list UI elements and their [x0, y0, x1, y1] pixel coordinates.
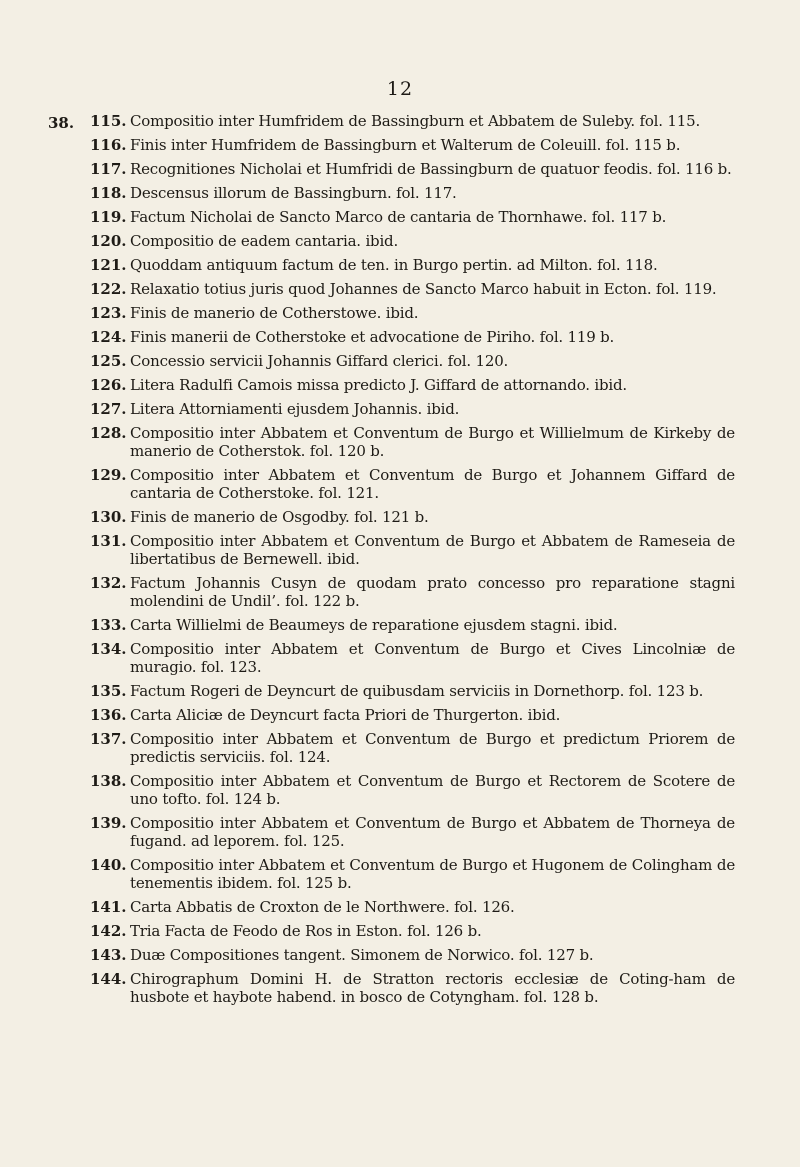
entry-number: 138. — [90, 772, 127, 790]
entry-text: Quoddam antiquum factum de ten. in Burgo pertin. ad Milton. fol. 118. — [130, 256, 658, 274]
index-entry — [90, 730, 735, 766]
index-entry — [90, 400, 735, 418]
section-number: 38. — [48, 114, 75, 132]
page-number: 12 — [386, 78, 414, 100]
entry-number: 118. — [90, 184, 127, 202]
index-entry — [90, 922, 735, 940]
entry-number: 129. — [90, 466, 127, 484]
entry-text: Compositio inter Abbatem et Conventum de Burgo et Rectorem de Scotere de uno tofto. fol. 124 b. — [130, 772, 735, 808]
entry-text: Finis manerii de Cotherstoke et advocatione de Piriho. fol. 119 b. — [130, 328, 615, 346]
entry-text: Compositio inter Abbatem et Conventum de Burgo et Cives Lincolniæ de muragio. fol. 123. — [130, 640, 735, 676]
entry-text: Carta Abbatis de Croxton de le Northwere. fol. 126. — [130, 898, 515, 916]
entry-text: Descensus illorum de Bassingburn. fol. 117. — [130, 184, 457, 202]
entry-text: Chirographum Domini H. de Stratton rectoris ecclesiæ de Coting-ham de husbote et haybote habend. in bosco de Cotyngham. fol. 128 b. — [130, 970, 735, 1006]
index-entry — [90, 112, 735, 130]
entry-text: Compositio inter Abbatem et Conventum de Burgo et Abbatem de Rameseia de libertatibus de Bernewell. ibid. — [130, 532, 735, 568]
entry-text: Recognitiones Nicholai et Humfridi de Bassingburn de quatuor feodis. fol. 116 b. — [130, 160, 732, 178]
index-entry — [90, 466, 735, 502]
entry-number: 137. — [90, 730, 127, 748]
entry-number: 128. — [90, 424, 127, 442]
entry-number: 127. — [90, 400, 127, 418]
index-entry — [90, 232, 735, 250]
entry-text: Compositio inter Abbatem et Conventum de Burgo et Abbatem de Thorneya de fugand. ad leporem. fol. 125. — [130, 814, 735, 850]
entry-number: 142. — [90, 922, 127, 940]
index-entry — [90, 970, 735, 1006]
index-entry — [90, 184, 735, 202]
entry-number: 144. — [90, 970, 127, 988]
index-entry — [90, 328, 735, 346]
index-entry — [90, 682, 735, 700]
entry-number: 132. — [90, 574, 127, 592]
entry-number: 117. — [90, 160, 127, 178]
entry-text: Compositio inter Abbatem et Conventum de Burgo et Johannem Giffard de cantaria de Cotherstoke. fol. 121. — [130, 466, 735, 502]
entry-text: Factum Rogeri de Deyncurt de quibusdam serviciis in Dornethorp. fol. 123 b. — [130, 682, 704, 700]
entry-text: Concessio servicii Johannis Giffard clerici. fol. 120. — [130, 352, 509, 370]
entry-text: Compositio inter Abbatem et Conventum de Burgo et Willielmum de Kirkeby de manerio de Cotherstok. fol. 120 b. — [130, 424, 735, 460]
index-entry — [90, 304, 735, 322]
entry-text: Litera Radulfi Camois missa predicto J. Giffard de attornando. ibid. — [130, 376, 627, 394]
entry-text: Compositio inter Abbatem et Conventum de Burgo et Hugonem de Colingham de tenementis ibidem. fol. 125 b. — [130, 856, 735, 892]
index-entry — [90, 946, 735, 964]
entry-number: 122. — [90, 280, 127, 298]
entry-number: 134. — [90, 640, 127, 658]
entry-text: Finis de manerio de Cotherstowe. ibid. — [130, 304, 419, 322]
index-entry — [90, 574, 735, 610]
index-entry — [90, 706, 735, 724]
entry-number: 123. — [90, 304, 127, 322]
index-entry — [90, 640, 735, 676]
entry-number: 133. — [90, 616, 127, 634]
entry-number: 136. — [90, 706, 127, 724]
entry-number: 121. — [90, 256, 127, 274]
index-entry — [90, 508, 735, 526]
index-entry — [90, 814, 735, 850]
entry-number: 115. — [90, 112, 127, 130]
index-entry — [90, 424, 735, 460]
index-entry — [90, 352, 735, 370]
entry-number: 143. — [90, 946, 127, 964]
index-entry — [90, 616, 735, 634]
entry-text: Carta Aliciæ de Deyncurt facta Priori de Thurgerton. ibid. — [130, 706, 561, 724]
entry-number: 124. — [90, 328, 127, 346]
entry-number: 140. — [90, 856, 127, 874]
entry-number: 126. — [90, 376, 127, 394]
index-entry — [90, 208, 735, 226]
entry-number: 141. — [90, 898, 127, 916]
entry-text: Compositio de eadem cantaria. ibid. — [130, 232, 399, 250]
index-entry — [90, 898, 735, 916]
entry-number: 119. — [90, 208, 127, 226]
entry-number: 139. — [90, 814, 127, 832]
entry-text: Relaxatio totius juris quod Johannes de Sancto Marco habuit in Ecton. fol. 119. — [130, 280, 717, 298]
entry-text: Tria Facta de Feodo de Ros in Eston. fol. 126 b. — [130, 922, 482, 940]
entry-text: Factum Nicholai de Sancto Marco de cantaria de Thornhawe. fol. 117 b. — [130, 208, 667, 226]
index-entries — [90, 112, 735, 1012]
entry-number: 120. — [90, 232, 127, 250]
entry-text: Carta Willielmi de Beaumeys de reparatione ejusdem stagni. ibid. — [130, 616, 618, 634]
entry-number: 131. — [90, 532, 127, 550]
entry-number: 135. — [90, 682, 127, 700]
entry-text: Litera Attorniamenti ejusdem Johannis. ibid. — [130, 400, 460, 418]
entry-text: Compositio inter Humfridem de Bassingburn et Abbatem de Suleby. fol. 115. — [130, 112, 701, 130]
index-entry — [90, 256, 735, 274]
index-entry — [90, 280, 735, 298]
entry-text: Compositio inter Abbatem et Conventum de Burgo et predictum Priorem de predictis serviciis. fol. 124. — [130, 730, 735, 766]
entry-text: Finis de manerio de Osgodby. fol. 121 b. — [130, 508, 429, 526]
entry-text: Factum Johannis Cusyn de quodam prato concesso pro reparatione stagni molendini de Undil’. fol. 122 b. — [130, 574, 735, 610]
index-entry — [90, 856, 735, 892]
entry-number: 116. — [90, 136, 127, 154]
entry-text: Finis inter Humfridem de Bassingburn et Walterum de Coleuill. fol. 115 b. — [130, 136, 681, 154]
index-entry — [90, 376, 735, 394]
index-entry — [90, 136, 735, 154]
entry-text: Duæ Compositiones tangent. Simonem de Norwico. fol. 127 b. — [130, 946, 594, 964]
entry-number: 130. — [90, 508, 127, 526]
entry-number: 125. — [90, 352, 127, 370]
index-entry — [90, 160, 735, 178]
index-entry — [90, 532, 735, 568]
index-entry — [90, 772, 735, 808]
